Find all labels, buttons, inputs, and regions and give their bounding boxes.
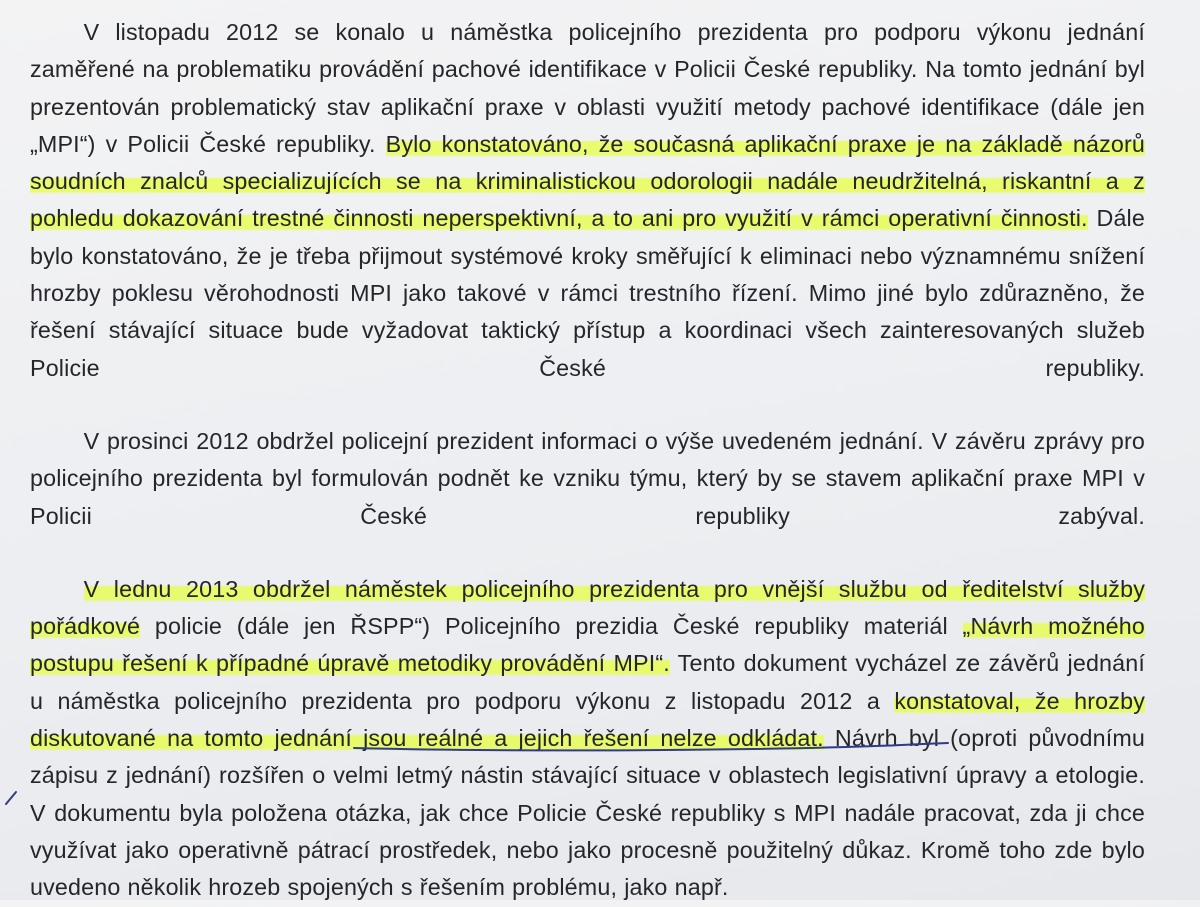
paragraph-gap bbox=[30, 535, 1145, 571]
paragraph-leden-2013 bbox=[30, 571, 1145, 907]
highlighted-statement-unsustainable-practice: Bylo konstatováno, že současná aplikační praxe je na základě názorů soudních znalců specializujících se na kriminalistickou odorologii nadále neudržitelná, riskantní a z pohledu dokazování trestné činnosti neperspektivní, a to ani pro využití v rámci operativní činnosti. bbox=[30, 130, 1145, 232]
paragraph-3-text-b: Tento dokument vycházel ze závěrů jednání u náměstka policejního prezidenta pro podporu výkonu z listopadu 2012 a bbox=[30, 650, 1145, 714]
paragraph-prosinec-2012 bbox=[30, 423, 1145, 535]
paragraph-1-text-end: Dále bylo konstatováno, že je třeba přijmout systémové kroky směřující k eliminaci nebo významnému snížení hrozby poklesu věrohodnosti MPI jako takové v rámci trestního řízení. Mimo jiné bylo zdůrazněno, že řešení stávající situace bude vyžadovat taktický přístup a koordinaci všech zainteresovaných služeb Policie České republiky. bbox=[30, 205, 1145, 381]
highlighted-proposal-title: „Návrh možného postupu řešení k případné úpravě metodiky provádění MPI“. bbox=[30, 613, 1145, 677]
paragraph-listopad-2012 bbox=[30, 14, 1145, 387]
paragraph-gap bbox=[30, 387, 1145, 423]
paragraph-2-text: V prosinci 2012 obdržel policejní prezident informaci o výše uvedeném jednání. V závěru zprávy pro policejního prezidenta byl formulován podnět ke vzniku týmu, který by se stavem aplikační praxe MPI v Policii České republiky zabýval. bbox=[30, 427, 1145, 529]
paragraph-3-text-a: policie (dále jen ŘSPP“) Policejního prezidia České republiky materiál bbox=[140, 613, 963, 640]
pen-margin-tick bbox=[2, 790, 22, 810]
highlighted-january-2013-lead: V lednu 2013 obdržel náměstek policejního prezidenta pro vnější službu od ředitelství služby pořádkové bbox=[30, 575, 1145, 640]
highlighted-threats-are-real: konstatoval, že hrozby diskutované na tomto jednání jsou reálné a jejich řešení nelze odkládat. bbox=[30, 687, 1145, 752]
paragraph-3-text-c: Návrh byl (oproti původnímu zápisu z jednání) rozšířen o velmi letmý nástin stávající situace v oblastech legislativní úpravy a etologie. V dokumentu byla položena otázka, jak chce Policie České republiky s MPI nadále pracovat, zda ji chce využívat jako operativně pátrací prostředek, nebo jako procesně použitelný důkaz. Kromě toho zde bylo uvedeno několik hrozeb spojených s řešením problému, jako např. bbox=[30, 725, 1145, 901]
paragraph-1-text-start: V listopadu 2012 se konalo u náměstka policejního prezidenta pro podporu výkonu jednání zaměřené na problematiku provádění pachové identifikace v Policii České republiky. Na tomto jednání byl prezentován problematický stav aplikační praxe v oblasti využití metody pachové identifikace (dále jen „MPI“) v Policii České republiky. bbox=[30, 19, 1145, 157]
